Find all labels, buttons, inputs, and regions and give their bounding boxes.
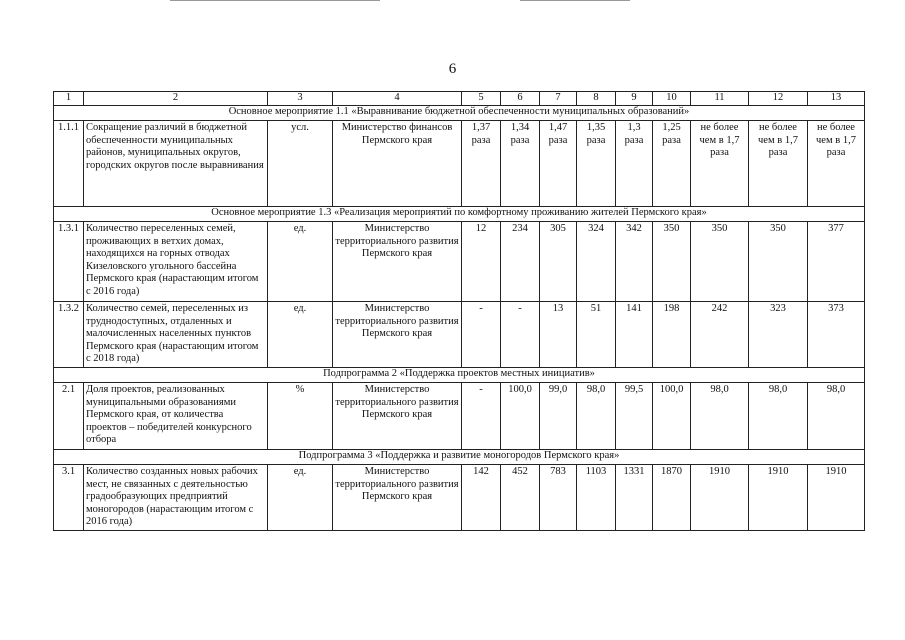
value-cell: 142 — [462, 465, 501, 531]
row-number: 1.3.2 — [54, 302, 84, 368]
value-cell: 1,37 раза — [462, 121, 501, 207]
section-title: Основное мероприятие 1.1 «Выравнивание бюджетной обеспеченности муниципальных образований» — [54, 106, 865, 121]
value-cell: 98,0 — [808, 383, 865, 450]
unit-cell: ед. — [268, 302, 333, 368]
value-cell: 141 — [616, 302, 653, 368]
responsible-org: Министерство финансов Пермского края — [333, 121, 462, 207]
value-cell: 324 — [577, 222, 616, 302]
header-cell: 7 — [540, 92, 577, 106]
value-cell: 452 — [501, 465, 540, 531]
value-cell: 1870 — [653, 465, 691, 531]
responsible-org: Министерство территориального развития Пермского края — [333, 465, 462, 531]
indicator-name: Количество созданных новых рабочих мест, не связанных с деятельностью градообразующих предприятий моногородов (нарастающим итогом с 2016 года) — [84, 465, 268, 531]
header-cell: 11 — [691, 92, 749, 106]
value-cell: 783 — [540, 465, 577, 531]
table-row — [54, 383, 865, 450]
value-cell: 242 — [691, 302, 749, 368]
value-cell: 305 — [540, 222, 577, 302]
value-cell: 1910 — [749, 465, 808, 531]
value-cell: 98,0 — [691, 383, 749, 450]
header-cell: 9 — [616, 92, 653, 106]
section-title-row — [54, 368, 865, 383]
header-cell: 12 — [749, 92, 808, 106]
indicator-name: Количество переселенных семей, проживающих в ветхих домах, находящихся на горных отводах Кизеловского угольного бассейна Пермского края (нарастающим итогом с 2016 года) — [84, 222, 268, 302]
value-cell: 1,3 раза — [616, 121, 653, 207]
header-cell: 4 — [333, 92, 462, 106]
header-row — [54, 92, 865, 106]
value-cell: 373 — [808, 302, 865, 368]
section-title-row — [54, 106, 865, 121]
value-cell: 1,34 раза — [501, 121, 540, 207]
value-cell: 1103 — [577, 465, 616, 531]
value-cell: 350 — [653, 222, 691, 302]
unit-cell: усл. — [268, 121, 333, 207]
responsible-org: Министерство территориального развития Пермского края — [333, 222, 462, 302]
indicators-table — [53, 91, 865, 531]
row-number: 3.1 — [54, 465, 84, 531]
value-cell: 1910 — [808, 465, 865, 531]
top-edge-line — [520, 0, 630, 1]
row-number: 2.1 — [54, 383, 84, 450]
unit-cell: ед. — [268, 222, 333, 302]
value-cell: 12 — [462, 222, 501, 302]
indicator-name: Доля проектов, реализованных муниципальными образованиями Пермского края, от количества проектов – победителей конкурсного отбора — [84, 383, 268, 450]
header-cell: 5 — [462, 92, 501, 106]
value-cell: - — [462, 383, 501, 450]
top-edge-line — [170, 0, 380, 1]
unit-cell: ед. — [268, 465, 333, 531]
value-cell: 98,0 — [749, 383, 808, 450]
value-cell: 1910 — [691, 465, 749, 531]
section-title: Подпрограмма 3 «Поддержка и развитие моногородов Пермского края» — [54, 450, 865, 465]
value-cell: 350 — [749, 222, 808, 302]
value-cell: не более чем в 1,7 раза — [808, 121, 865, 207]
header-cell: 8 — [577, 92, 616, 106]
value-cell: 1331 — [616, 465, 653, 531]
value-cell: - — [501, 302, 540, 368]
header-cell: 6 — [501, 92, 540, 106]
value-cell: 13 — [540, 302, 577, 368]
value-cell: 377 — [808, 222, 865, 302]
value-cell: 323 — [749, 302, 808, 368]
value-cell: 51 — [577, 302, 616, 368]
indicator-name: Количество семей, переселенных из труднодоступных, отдаленных и малочисленных населенных пунктов Пермского края (нарастающим итогом с 2018 года) — [84, 302, 268, 368]
value-cell: 198 — [653, 302, 691, 368]
value-cell: - — [462, 302, 501, 368]
section-title-row — [54, 207, 865, 222]
header-cell: 2 — [84, 92, 268, 106]
header-cell: 10 — [653, 92, 691, 106]
value-cell: 98,0 — [577, 383, 616, 450]
value-cell: не более чем в 1,7 раза — [691, 121, 749, 207]
value-cell: 100,0 — [501, 383, 540, 450]
indicator-name: Сокращение различий в бюджетной обеспеченности муниципальных районов, муниципальных округов, городских округов после выравнивания — [84, 121, 268, 207]
unit-cell: % — [268, 383, 333, 450]
responsible-org: Министерство территориального развития Пермского края — [333, 383, 462, 450]
header-cell: 13 — [808, 92, 865, 106]
page-number: 6 — [448, 61, 457, 77]
value-cell: 1,25 раза — [653, 121, 691, 207]
section-title-row — [54, 450, 865, 465]
value-cell: 99,0 — [540, 383, 577, 450]
responsible-org: Министерство территориального развития Пермского края — [333, 302, 462, 368]
header-cell: 3 — [268, 92, 333, 106]
row-number: 1.3.1 — [54, 222, 84, 302]
value-cell: не более чем в 1,7 раза — [749, 121, 808, 207]
value-cell: 1,47 раза — [540, 121, 577, 207]
value-cell: 99,5 — [616, 383, 653, 450]
value-cell: 234 — [501, 222, 540, 302]
table-row — [54, 121, 865, 207]
value-cell: 100,0 — [653, 383, 691, 450]
table-row — [54, 465, 865, 531]
section-title: Основное мероприятие 1.3 «Реализация мероприятий по комфортному проживанию жителей Пермского края» — [54, 207, 865, 222]
value-cell: 342 — [616, 222, 653, 302]
value-cell: 350 — [691, 222, 749, 302]
table-row — [54, 222, 865, 302]
value-cell: 1,35 раза — [577, 121, 616, 207]
header-cell: 1 — [54, 92, 84, 106]
section-title: Подпрограмма 2 «Поддержка проектов местных инициатив» — [54, 368, 865, 383]
row-number: 1.1.1 — [54, 121, 84, 207]
table-row — [54, 302, 865, 368]
